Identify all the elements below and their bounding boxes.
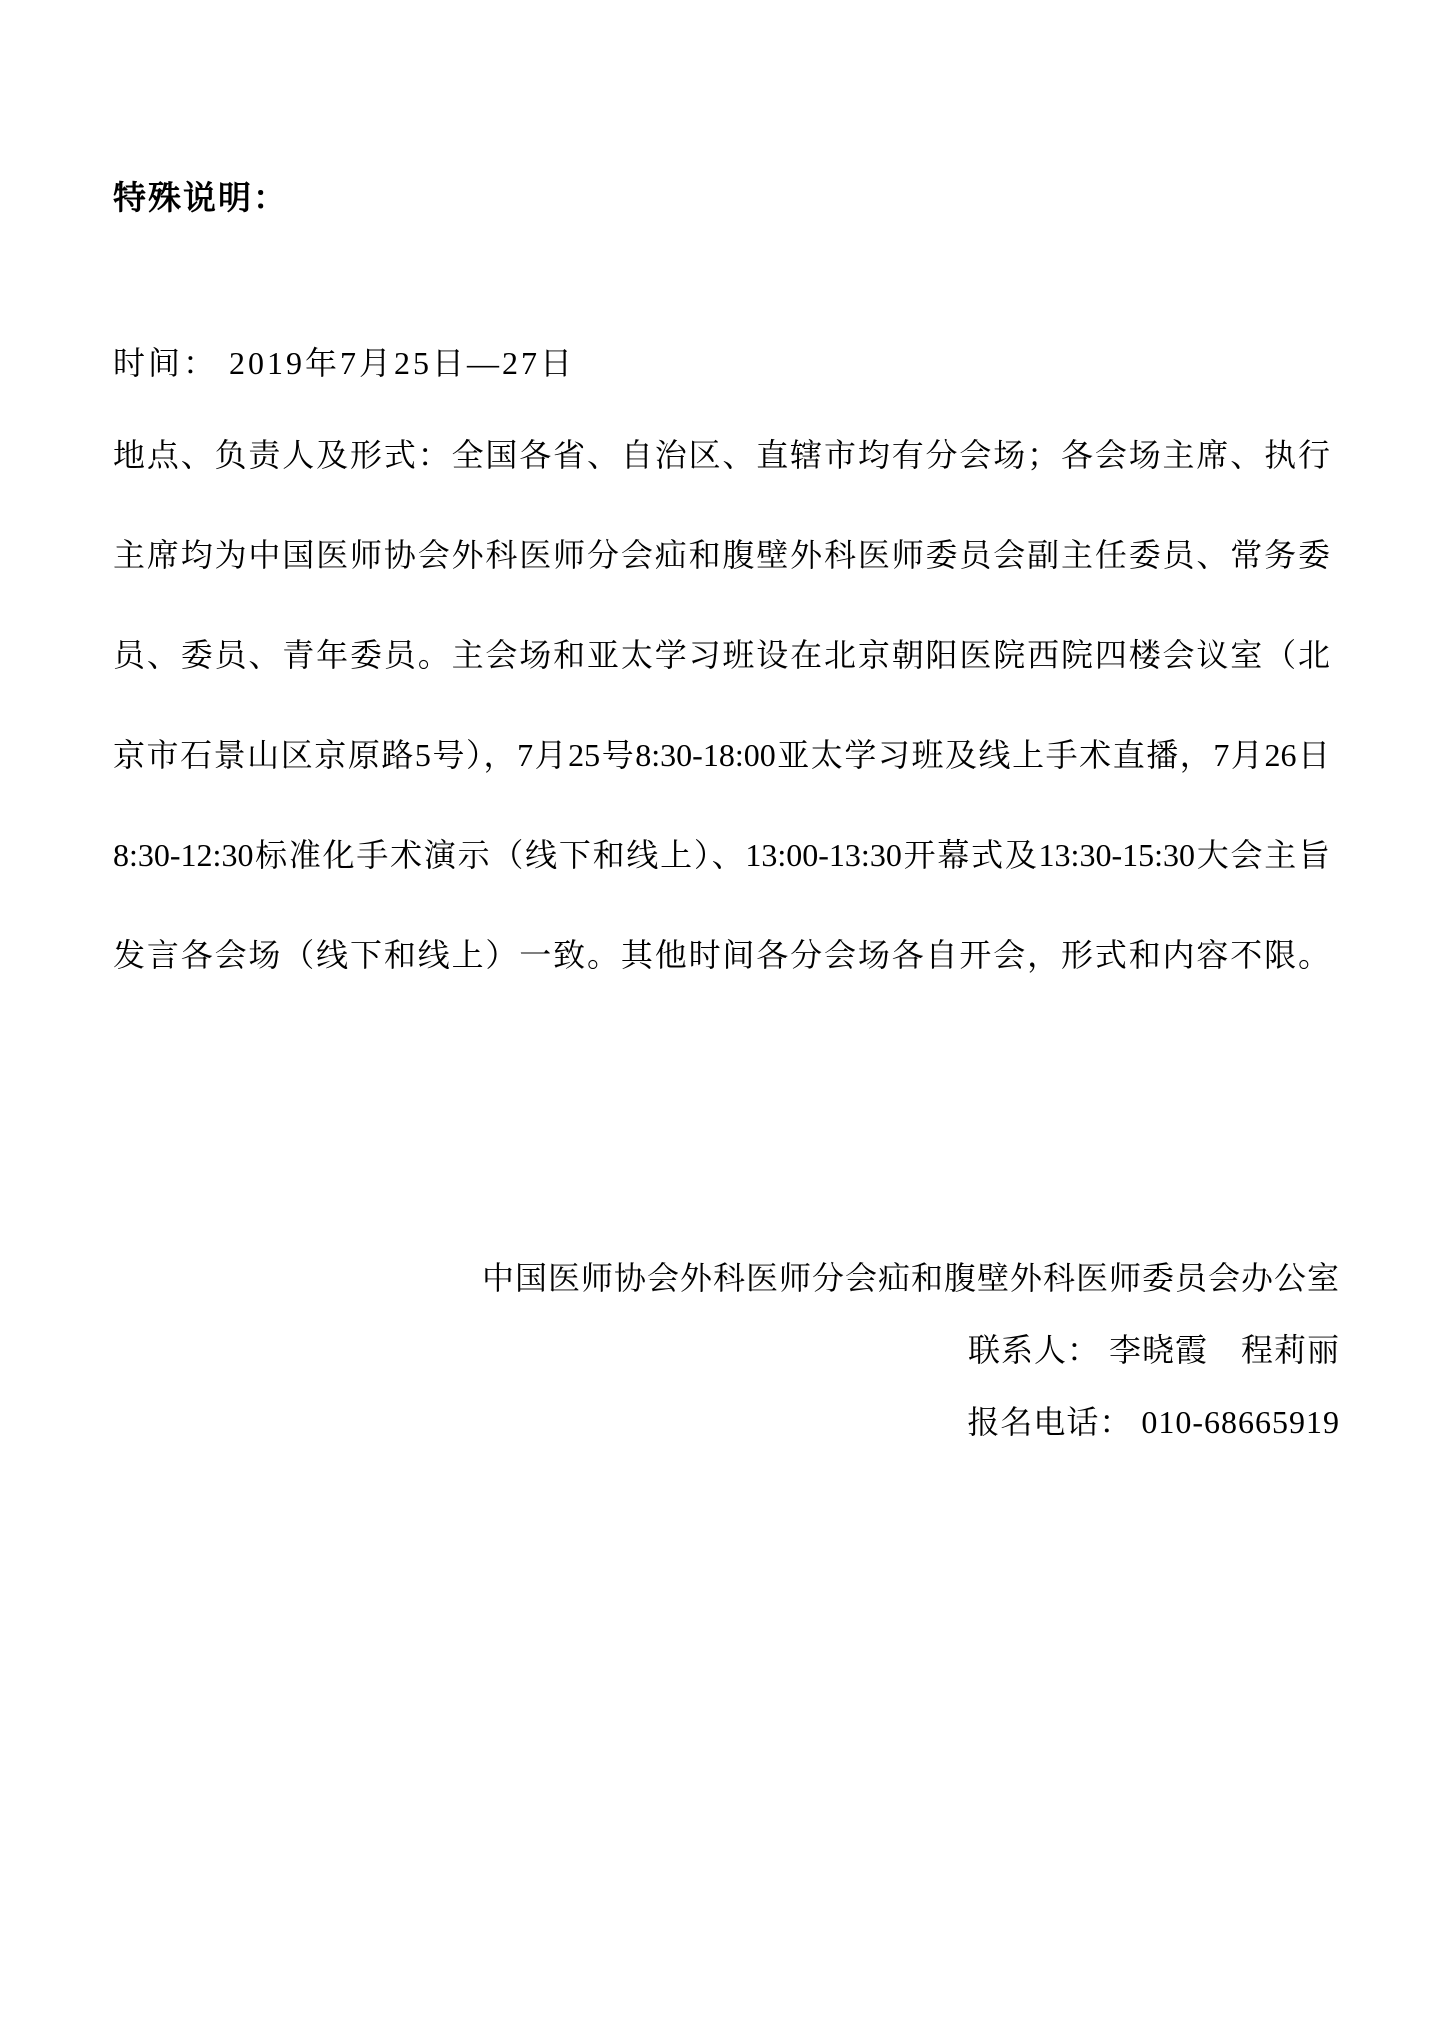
body-line-3: 员、委员、青年委员。主会场和亚太学习班设在北京朝阳医院西院四楼会议室（北: [113, 637, 1330, 673]
time-line: 时间： 2019年7月25日—27日: [113, 345, 576, 381]
body-line-5: 8:30-12:30标准化手术演示（线下和线上）、13:00-13:30开幕式及13:30-15:30大会主旨: [113, 837, 1330, 873]
body-line-6: 发言各会场（线下和线上）一致。其他时间各分会场各自开会，形式和内容不限。: [113, 937, 1330, 973]
signature-contact-line: 联系人： 李晓霞 程莉丽: [967, 1332, 1340, 1368]
body-paragraph: [113, 405, 1330, 1005]
body-line-2: 主席均为中国医师协会外科医师分会疝和腹壁外科医师委员会副主任委员、常务委: [113, 537, 1330, 573]
signature-phone-line: 报名电话： 010-68665919: [967, 1404, 1340, 1440]
body-line-1: 地点、负责人及形式：全国各省、自治区、直辖市均有分会场；各会场主席、执行: [113, 437, 1330, 473]
section-title: 特殊说明：: [113, 181, 288, 217]
signature-block: [482, 1242, 1340, 1458]
signature-org-line: 中国医师协会外科医师分会疝和腹壁外科医师委员会办公室: [481, 1260, 1340, 1296]
body-line-4: 京市石景山区京原路5号），7月25号8:30-18:00亚太学习班及线上手术直播，7月26日: [113, 737, 1330, 773]
